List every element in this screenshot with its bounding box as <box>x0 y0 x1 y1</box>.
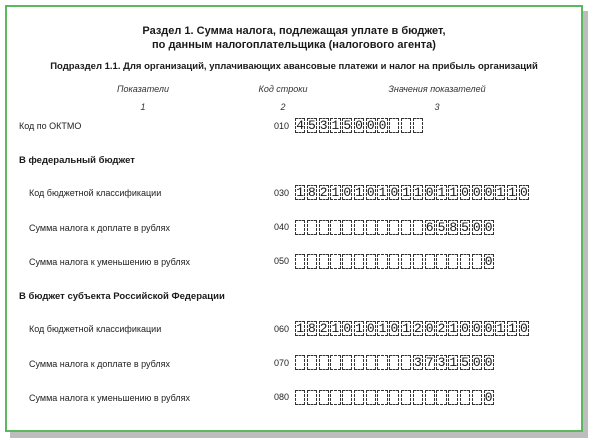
row-label-030: Код бюджетной классификации <box>29 188 162 198</box>
digit-cell[interactable]: 0 <box>484 355 493 370</box>
digit-cell[interactable] <box>354 355 364 370</box>
value-cells-060[interactable] <box>295 321 531 336</box>
digit-cell[interactable]: 1 <box>508 185 517 200</box>
digit-cell[interactable]: 1 <box>402 321 411 336</box>
digit-cell[interactable]: 4 <box>296 118 304 133</box>
row-code-040: 040 <box>274 222 290 232</box>
digit-cell[interactable]: 1 <box>331 118 340 133</box>
value-cells-070[interactable] <box>295 355 495 370</box>
digit-cell[interactable]: 1 <box>496 321 505 336</box>
digit-cell[interactable] <box>319 220 329 235</box>
digit-cell[interactable]: 0 <box>425 321 434 336</box>
digit-cell[interactable]: 0 <box>461 321 469 336</box>
column-header-indicators: Показатели <box>117 84 169 94</box>
section-regional-budget: В бюджет субъекта Российской Федерации <box>19 291 225 302</box>
digit-cell[interactable] <box>330 254 340 269</box>
digit-cell[interactable]: 8 <box>307 185 316 200</box>
value-cells-050[interactable] <box>295 254 495 269</box>
digit-cell[interactable]: 1 <box>496 185 505 200</box>
digit-cell[interactable]: 2 <box>437 321 446 336</box>
digit-cell[interactable] <box>307 355 317 370</box>
digit-cell[interactable]: 5 <box>461 355 469 370</box>
value-cells-040[interactable] <box>295 220 495 235</box>
digit-cell[interactable] <box>307 220 317 235</box>
digit-cell[interactable] <box>448 254 458 269</box>
digit-cell[interactable]: 0 <box>355 118 363 133</box>
digit-cell[interactable] <box>413 254 423 269</box>
digit-cell[interactable]: 2 <box>319 185 328 200</box>
row-code-050: 050 <box>274 256 290 266</box>
digit-cell[interactable] <box>342 390 352 405</box>
digit-cell[interactable]: 0 <box>366 118 375 133</box>
digit-cell[interactable]: 0 <box>343 321 352 336</box>
digit-cell[interactable]: 7 <box>425 355 434 370</box>
digit-cell[interactable] <box>330 355 340 370</box>
digit-cell[interactable]: 1 <box>449 185 458 200</box>
row-label-040: Сумма налога к доплате в рублях <box>29 223 171 233</box>
digit-cell[interactable] <box>366 390 376 405</box>
digit-cell[interactable]: 0 <box>484 390 493 405</box>
digit-cell[interactable]: 0 <box>484 185 493 200</box>
digit-cell[interactable]: 0 <box>366 185 375 200</box>
digit-cell[interactable] <box>342 355 352 370</box>
digit-cell[interactable] <box>436 254 446 269</box>
digit-cell[interactable] <box>319 355 329 370</box>
digit-cell[interactable] <box>413 118 423 133</box>
digit-cell[interactable]: 1 <box>437 185 446 200</box>
digit-cell[interactable] <box>377 254 387 269</box>
digit-cell[interactable] <box>377 390 387 405</box>
column-header-line-code: Код строки <box>258 84 308 94</box>
digit-cell[interactable] <box>330 390 340 405</box>
row-label-080: Сумма налога к уменьшению в рублях <box>29 393 191 403</box>
row-label-060: Код бюджетной классификации <box>29 324 162 334</box>
column-header-values: Значения показателей <box>388 84 486 94</box>
digit-cell[interactable] <box>401 390 411 405</box>
column-number-2: 2 <box>280 102 286 112</box>
digit-cell[interactable]: 3 <box>414 355 422 370</box>
digit-cell[interactable] <box>354 390 364 405</box>
row-label-050: Сумма налога к уменьшению в рублях <box>29 257 191 267</box>
digit-cell[interactable]: 0 <box>484 321 493 336</box>
digit-cell[interactable]: 1 <box>414 185 422 200</box>
digit-cell[interactable]: 0 <box>472 355 481 370</box>
row-label-oktmo: Код по ОКТМО <box>19 121 82 131</box>
digit-cell[interactable] <box>389 220 399 235</box>
digit-cell[interactable] <box>366 220 376 235</box>
digit-cell[interactable]: 0 <box>484 254 493 269</box>
value-cells-oktmo[interactable] <box>295 118 425 133</box>
digit-cell[interactable] <box>425 254 435 269</box>
digit-cell[interactable] <box>472 254 482 269</box>
digit-cell[interactable] <box>436 390 446 405</box>
digit-cell[interactable] <box>401 355 411 370</box>
digit-cell[interactable]: 0 <box>484 220 493 235</box>
digit-cell[interactable]: 1 <box>296 321 304 336</box>
row-label-070: Сумма налога к доплате в рублях <box>29 359 171 369</box>
digit-cell[interactable]: 0 <box>425 185 434 200</box>
digit-cell[interactable] <box>354 220 364 235</box>
digit-cell[interactable] <box>377 355 387 370</box>
section-title-line-2: по данным налогоплательщика (налогового агента) <box>152 39 436 51</box>
digit-cell[interactable] <box>401 118 411 133</box>
digit-cell[interactable] <box>401 254 411 269</box>
digit-cell[interactable] <box>366 355 376 370</box>
digit-cell[interactable] <box>460 390 470 405</box>
digit-cell[interactable] <box>295 355 305 370</box>
digit-cell[interactable]: 1 <box>449 355 458 370</box>
digit-cell[interactable]: 1 <box>402 185 411 200</box>
digit-cell[interactable] <box>377 220 387 235</box>
digit-cell[interactable] <box>460 254 470 269</box>
digit-cell[interactable] <box>389 390 399 405</box>
digit-cell[interactable]: 0 <box>390 185 399 200</box>
row-code-070: 070 <box>274 358 290 368</box>
digit-cell[interactable]: 3 <box>319 118 328 133</box>
digit-cell[interactable] <box>389 118 399 133</box>
digit-cell[interactable]: 0 <box>472 185 481 200</box>
digit-cell[interactable] <box>366 254 376 269</box>
digit-cell[interactable]: 1 <box>378 185 387 200</box>
digit-cell[interactable]: 0 <box>390 321 399 336</box>
digit-cell[interactable]: 5 <box>307 118 316 133</box>
value-cells-080[interactable] <box>295 390 495 405</box>
digit-cell[interactable]: 8 <box>449 220 458 235</box>
tax-form-sheet <box>5 5 583 432</box>
digit-cell[interactable]: 1 <box>508 321 517 336</box>
column-number-3: 3 <box>434 102 440 112</box>
digit-cell[interactable] <box>307 254 317 269</box>
digit-cell[interactable] <box>330 220 340 235</box>
digit-cell[interactable] <box>319 390 329 405</box>
row-code-080: 080 <box>274 392 290 402</box>
digit-cell[interactable] <box>389 355 399 370</box>
digit-cell[interactable] <box>413 390 423 405</box>
digit-cell[interactable] <box>295 254 305 269</box>
digit-cell[interactable]: 1 <box>331 321 340 336</box>
digit-cell[interactable] <box>342 254 352 269</box>
digit-cell[interactable] <box>413 220 423 235</box>
digit-cell[interactable] <box>295 390 305 405</box>
digit-cell[interactable]: 0 <box>366 321 375 336</box>
digit-cell[interactable]: 1 <box>449 321 458 336</box>
digit-cell[interactable]: 0 <box>520 321 528 336</box>
subsection-title: Подраздел 1.1. Для организаций, уплачивающих авансовые платежи и налог на прибыль организаций <box>50 61 538 72</box>
digit-cell[interactable] <box>389 254 399 269</box>
digit-cell[interactable] <box>401 220 411 235</box>
digit-cell[interactable] <box>319 254 329 269</box>
digit-cell[interactable]: 0 <box>461 185 469 200</box>
digit-cell[interactable]: 1 <box>331 185 340 200</box>
digit-cell[interactable]: 0 <box>472 321 481 336</box>
digit-cell[interactable]: 0 <box>343 185 352 200</box>
digit-cell[interactable]: 1 <box>378 321 387 336</box>
digit-cell[interactable]: 0 <box>378 118 387 133</box>
digit-cell[interactable] <box>472 390 482 405</box>
digit-cell[interactable]: 1 <box>355 321 363 336</box>
digit-cell[interactable]: 2 <box>319 321 328 336</box>
digit-cell[interactable]: 1 <box>355 185 363 200</box>
digit-cell[interactable] <box>307 390 317 405</box>
column-number-1: 1 <box>140 102 146 112</box>
digit-cell[interactable]: 5 <box>343 118 352 133</box>
digit-cell[interactable] <box>342 220 352 235</box>
digit-cell[interactable]: 0 <box>520 185 528 200</box>
digit-cell[interactable] <box>425 390 435 405</box>
section-title-line-1: Раздел 1. Сумма налога, подлежащая уплате в бюджет, <box>142 25 446 37</box>
digit-cell[interactable] <box>354 254 364 269</box>
row-code-010: 010 <box>274 121 290 131</box>
row-code-060: 060 <box>274 324 290 334</box>
digit-cell[interactable]: 6 <box>425 220 434 235</box>
digit-cell[interactable]: 5 <box>437 220 446 235</box>
digit-cell[interactable] <box>448 390 458 405</box>
digit-cell[interactable]: 5 <box>461 220 469 235</box>
row-code-030: 030 <box>274 188 290 198</box>
section-federal-budget: В федеральный бюджет <box>19 155 135 166</box>
digit-cell[interactable]: 3 <box>437 355 446 370</box>
digit-cell[interactable]: 1 <box>296 185 304 200</box>
value-cells-030[interactable] <box>295 185 531 200</box>
digit-cell[interactable]: 2 <box>414 321 422 336</box>
digit-cell[interactable]: 0 <box>472 220 481 235</box>
digit-cell[interactable] <box>295 220 305 235</box>
digit-cell[interactable]: 8 <box>307 321 316 336</box>
